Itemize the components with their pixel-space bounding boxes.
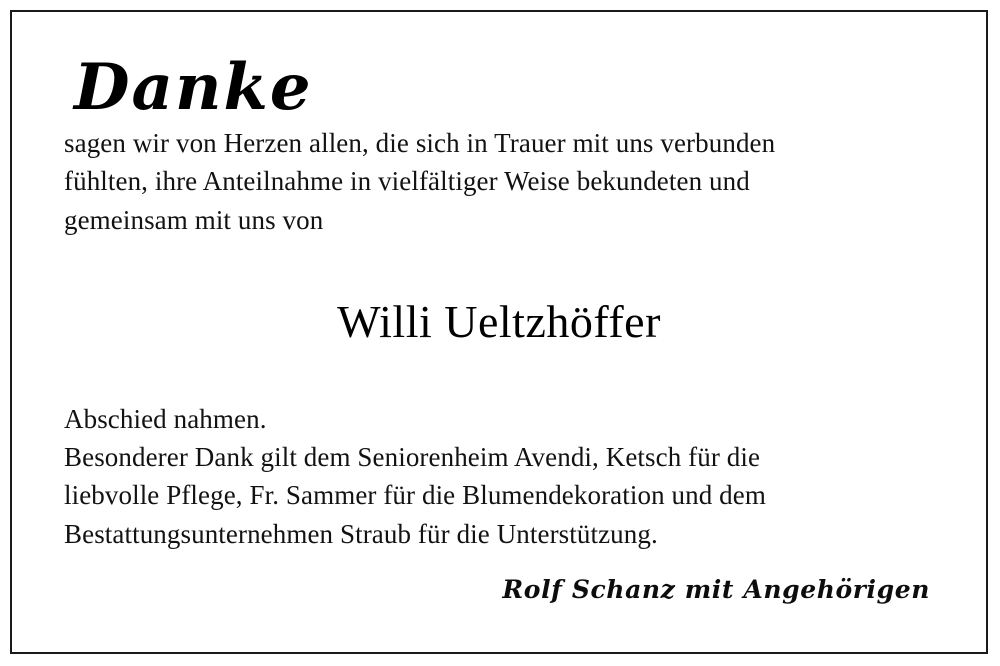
intro-line: gemeinsam mit uns von — [64, 204, 324, 235]
body-line: liebvolle Pflege, Fr. Sammer für die Blumendekoration und dem — [64, 480, 766, 511]
thank-you-heading: Danke — [74, 50, 313, 125]
obituary-notice-frame — [10, 10, 988, 654]
intro-paragraph — [64, 124, 934, 239]
signature-line: Rolf Schanz mit Angehörigen — [502, 574, 930, 604]
body-line: Abschied nahmen. — [64, 403, 267, 434]
intro-line: fühlten, ihre Anteilnahme in vielfältiger Weise bekundeten und — [64, 166, 750, 197]
body-line: Besonderer Dank gilt dem Seniorenheim Avendi, Ketsch für die — [64, 441, 761, 472]
body-line: Bestattungsunternehmen Straub für die Unterstützung. — [64, 518, 658, 549]
intro-line: sagen wir von Herzen allen, die sich in Trauer mit uns verbunden — [64, 128, 776, 158]
deceased-name: Willi Ueltzhöffer — [337, 295, 661, 347]
obituary-notice-content — [12, 12, 986, 652]
body-paragraph — [64, 400, 934, 553]
